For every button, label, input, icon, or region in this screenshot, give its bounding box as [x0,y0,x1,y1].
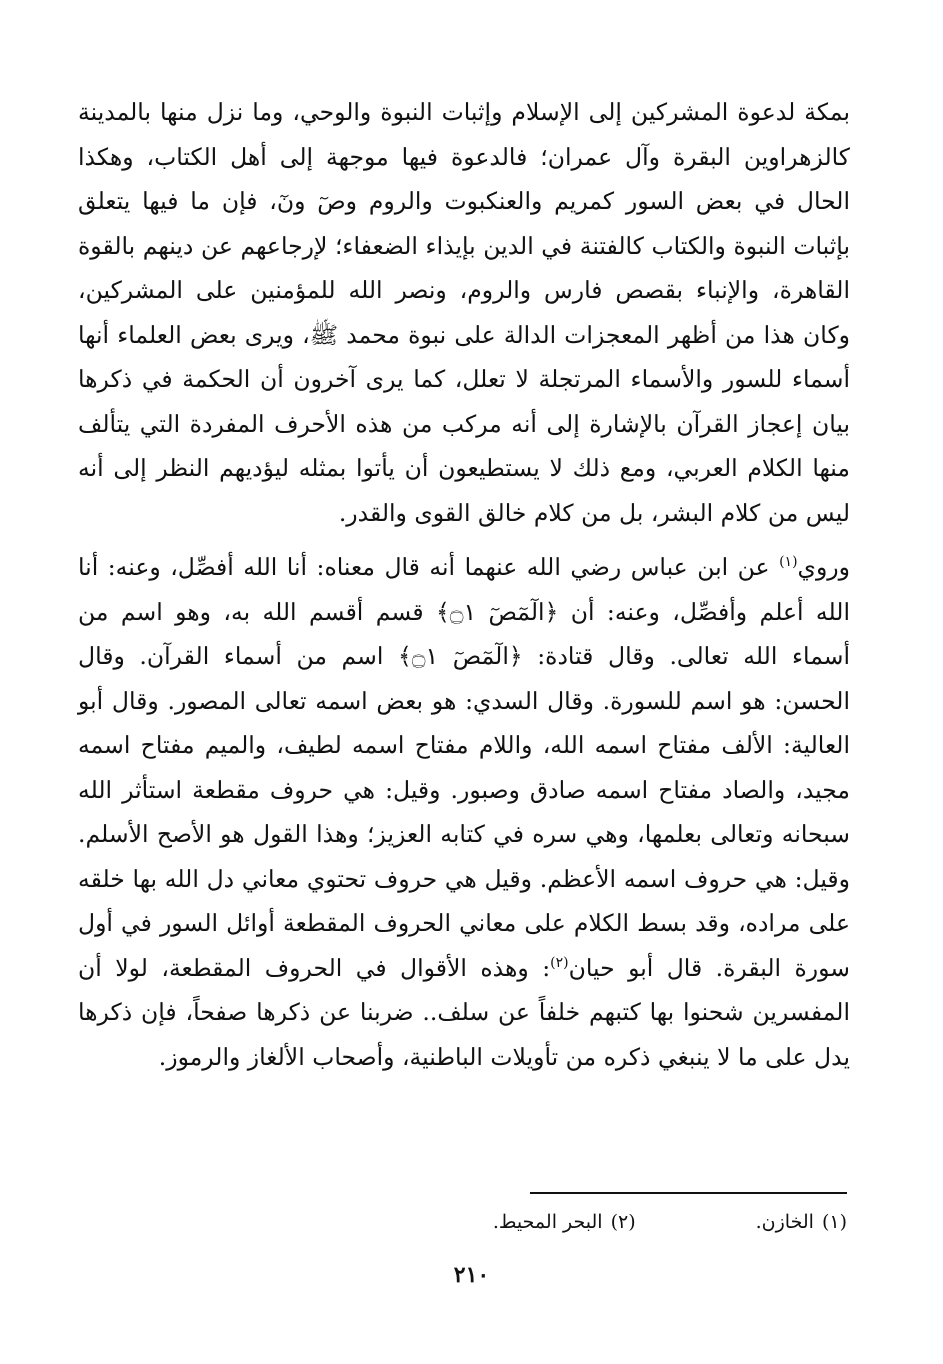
footnote-ref-2: (٢) [550,954,569,971]
footnote-2-text: البحر المحيط. [492,1211,603,1233]
footnote-1-text: الخازن. [755,1211,814,1233]
footnote-1-number: (١) [821,1211,847,1233]
footnote-2 [493,1209,636,1235]
paragraph-1: بمكة لدعوة المشركين إلى الإسلام وإثبات النبوة والوحي، وما نزل منها بالمدينة كالزهراوين البقرة وآل عمران؛ فالدعوة فيها موجهة إلى أهل الكتاب، وهكذا الحال في بعض السور كمريم والعنكبوت والروم وصٓ ونٓ، فإن ما فيها يتعلق بإثبات النبوة والكتاب كالفتنة في الدين بإيذاء الضعفاء؛ لإرجاعهم عن دينهم بالقوة القاهرة، والإنباء بقصص فارس والروم، ونصر الله للمؤمنين على المشركين، وكان هذا من أظهر المعجزات الدالة على نبوة محمد ﷺ، ويرى بعض العلماء أنها أسماء للسور والأسماء المرتجلة لا تعلل، كما يرى آخرون أن الحكمة في ذكرها بيان إعجاز القرآن بالإشارة إلى أنه مركب من هذه الأحرف المفردة التي يتألف منها الكلام العربي، ومع ذلك لا يستطيعون أن يأتوا بمثله ليؤديهم النظر إلى أنه ليس من كلام البشر، بل من كلام خالق القوى والقدر. [78,98,850,527]
footnote-ref-1: (١) [779,554,798,571]
paragraph-2-end: : وهذه الأقوال في الحروف المقطعة، لولا أن المفسرين شحنوا بها كتبهم خلفاً عن سلف.. ضربنا عن ذكرها صفحاً، فإن ذكرها يدل على ما لا ينبغي ذكره من تأويلات الباطنية، وأصحاب الألغاز والرموز. [78,953,850,1071]
page-number: ٢١٠ [453,1262,490,1288]
footnotes [247,1209,847,1235]
paragraph-2 [78,545,850,1079]
paragraph-2-middle: عن ابن عباس رضي الله عنهما أنه قال معناه: أنا الله أفصِّل، وعنه: أنا الله أعلم وأفصِّل، وعنه: أن ﴿الٓمٓصٓ ۝١﴾ قسم أقسم الله به، وهو اسم من أسماء الله تعالى. وقال قتادة: ﴿الٓمٓصٓ ۝١﴾ اسم من أسماء القرآن. وقال الحسن: هو اسم للسورة. وقال السدي: هو بعض اسمه تعالى المصور. وقال أبو العالية: الألف مفتاح اسمه الله، واللام مفتاح اسمه لطيف، والميم مفتاح اسمه مجيد، والصاد مفتاح اسمه صادق وصبور. وقيل: هي حروف مقطعة استأثر الله سبحانه وتعالى بعلمها، وهي سره في كتابه العزيز؛ وهذا القول هو الأصح الأسلم. وقيل: هي حروف اسمه الأعظم. وقيل هي حروف تحتوي معاني دل الله بها خلقه على مراده، وقد بسط الكلام على معاني الحروف المقطعة أوائل السور في أول سورة البقرة. قال أبو حيان [78,553,850,982]
footnote-separator [530,1192,847,1194]
paragraph-2-start: وروي [797,553,850,581]
footnote-1 [756,1209,847,1235]
footnote-2-number: (٢) [610,1211,636,1233]
main-text [78,90,850,1079]
